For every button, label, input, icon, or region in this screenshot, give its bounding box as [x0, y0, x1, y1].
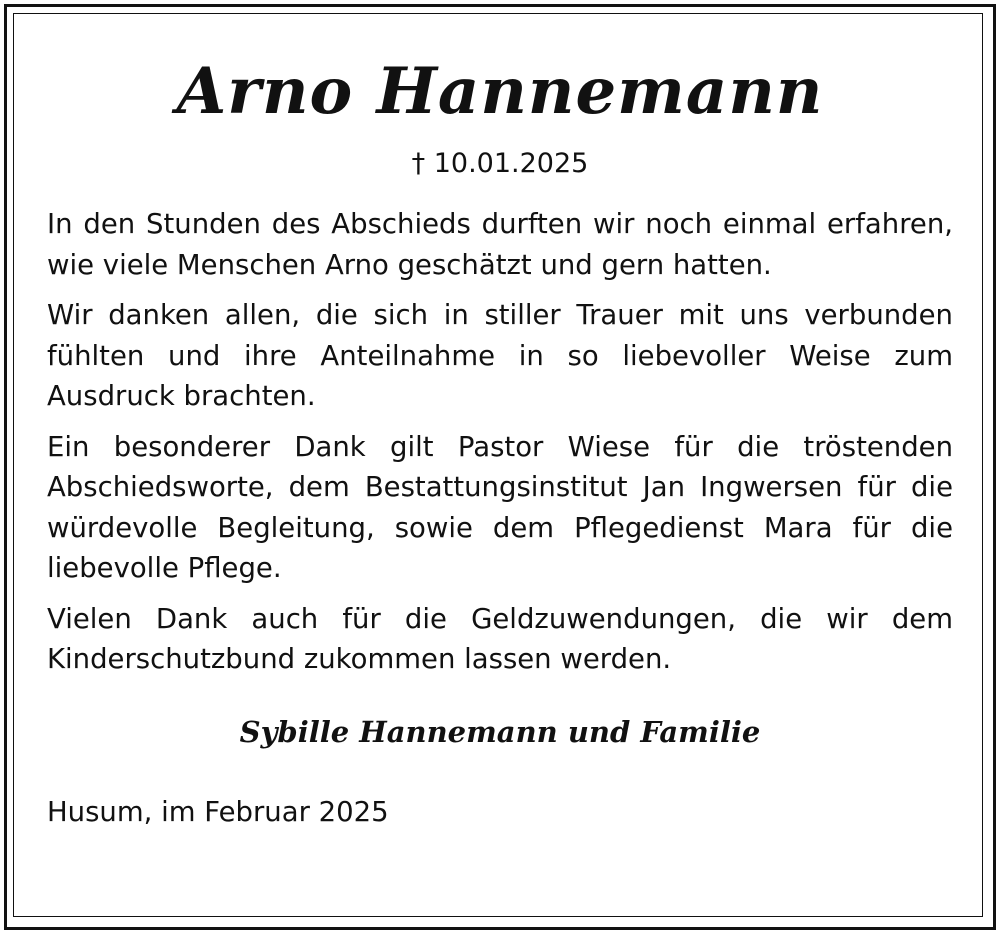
- notice-text: [47, 204, 953, 680]
- death-date: † 10.01.2025: [411, 148, 589, 179]
- signature: Sybille Hannemann und Familie: [239, 714, 761, 749]
- place-date: Husum, im Februar 2025: [47, 795, 389, 828]
- deceased-name: Arno Hannemann: [176, 54, 824, 129]
- paragraph-special-thanks: Ein besonderer Dank gilt Pastor Wiese für die tröstenden Abschiedsworte, dem Bestattungsinstitut Jan Ingwersen für die würdevolle Begleitung, sowie dem Pflegedienst Mara für die liebevolle Pflege.: [47, 430, 953, 584]
- notice-content: [47, 50, 953, 832]
- paragraph-farewell: In den Stunden des Abschieds durften wir noch einmal erfahren, wie viele Menschen Arno geschätzt und gern hatten.: [47, 208, 953, 281]
- paragraph-thanks-all: Wir danken allen, die sich in stiller Trauer mit uns verbunden fühlten und ihre Anteilnahme in so liebevoller Weise zum Ausdruck brachten.: [47, 299, 953, 412]
- paragraph-donations: Vielen Dank auch für die Geldzuwendungen, die wir dem Kinderschutzbund zukommen lassen werden.: [47, 602, 953, 675]
